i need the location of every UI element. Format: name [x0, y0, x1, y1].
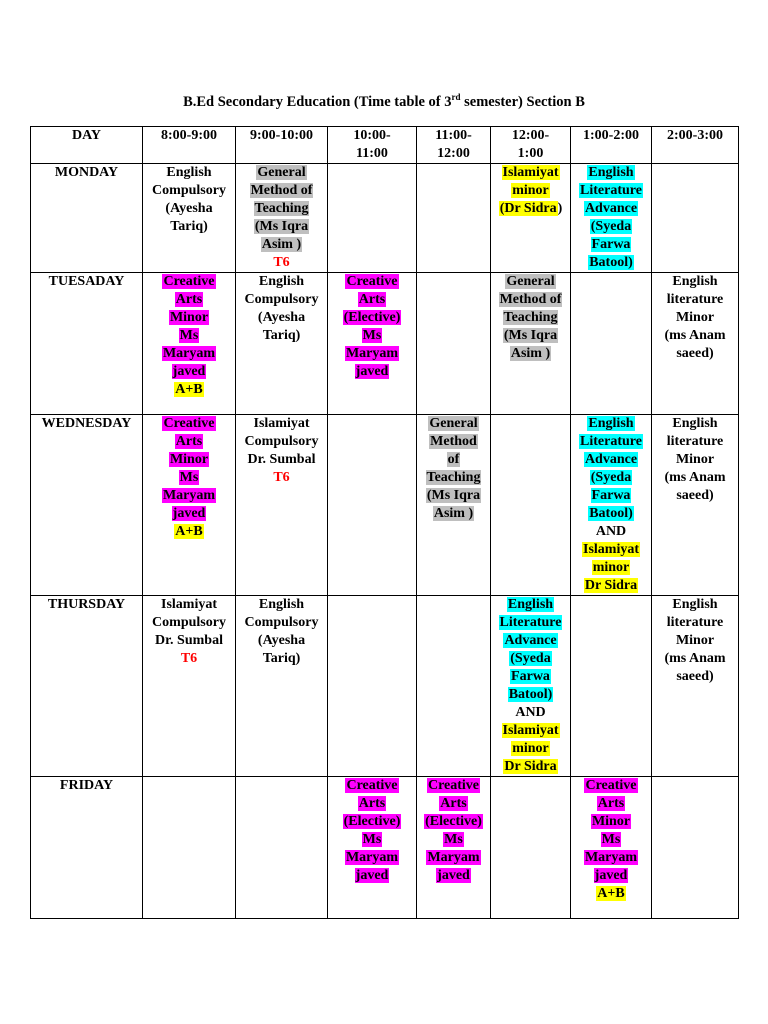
cell-line: Islamiyat — [253, 416, 310, 431]
cell-line: of — [447, 452, 460, 467]
cell-line: Dr. Sumbal — [155, 633, 223, 648]
cell-line: Islamiyat — [161, 597, 217, 612]
cell-thursday-1 — [143, 596, 236, 777]
cell-line: Literature — [580, 183, 642, 198]
group-label: A+B — [175, 382, 203, 397]
cell-friday-4 — [417, 777, 491, 919]
cell-monday-6 — [571, 164, 652, 273]
cell-line: (ms Anam — [664, 651, 726, 666]
day-monday: MONDAY — [31, 164, 143, 273]
header-slot-5: 12:00- 1:00 — [491, 127, 571, 164]
cell-line: javed — [355, 364, 389, 379]
cell-wednesday-6 — [571, 415, 652, 596]
cell-monday-1 — [143, 164, 236, 273]
cell-line: Maryam — [345, 346, 399, 361]
cell-line: Batool) — [589, 255, 633, 270]
cell-line: General — [257, 165, 306, 180]
cell-thursday-6 — [571, 596, 652, 777]
cell-line: Minor — [675, 310, 715, 325]
cell-friday-6 — [571, 777, 652, 919]
cell-line: (Ayesha — [165, 201, 213, 216]
cell-line: General — [506, 274, 555, 289]
cell-line: Minor — [169, 310, 209, 325]
cell-line: Islamiyat — [502, 165, 559, 180]
cell-wednesday-7 — [652, 415, 739, 596]
cell-line: literature — [666, 434, 724, 449]
cell-line: (Ms Iqra — [503, 328, 558, 343]
cell-line: saeed) — [676, 488, 714, 503]
cell-tuesday-5 — [491, 273, 571, 415]
cell-line: Creative — [427, 778, 480, 793]
cell-tuesday-4 — [417, 273, 491, 415]
cell-line: Arts — [597, 796, 625, 811]
cell-tuesday-7 — [652, 273, 739, 415]
title-prefix: B.Ed Secondary Education (Time table of 3 — [183, 93, 452, 110]
cell-line: Dr Sidra — [504, 759, 557, 774]
cell-line: General — [429, 416, 478, 431]
cell-line: javed — [355, 868, 389, 883]
cell-line: Minor — [675, 452, 715, 467]
cell-line: javed — [172, 506, 206, 521]
day-wednesday: WEDNESDAY — [31, 415, 143, 596]
header-day: DAY — [31, 127, 143, 164]
cell-thursday-3 — [328, 596, 417, 777]
cell-line: Arts — [175, 434, 203, 449]
day-thursday: THURSDAY — [31, 596, 143, 777]
and-label: AND — [595, 524, 627, 539]
cell-line: literature — [666, 615, 724, 630]
cell-wednesday-1 — [143, 415, 236, 596]
cell-line: javed — [594, 868, 628, 883]
page-title — [0, 92, 768, 111]
cell-line: Ms — [362, 328, 382, 343]
row-wednesday — [31, 415, 739, 596]
cell-line: (Syeda — [510, 651, 551, 666]
cell-line: (Elective) — [343, 310, 401, 325]
cell-line: Batool) — [508, 687, 553, 702]
row-thursday — [31, 596, 739, 777]
row-monday — [31, 164, 739, 273]
cell-line: minor — [512, 741, 549, 756]
cell-line: Farwa — [591, 488, 631, 503]
header-row — [31, 127, 739, 164]
cell-thursday-5 — [491, 596, 571, 777]
cell-friday-5 — [491, 777, 571, 919]
day-friday: FRIDAY — [31, 777, 143, 919]
cell-line: Islamiyat — [583, 542, 639, 557]
cell-line: (Ms Iqra — [254, 219, 309, 234]
cell-line: Arts — [358, 292, 386, 307]
cell-line: Ms — [601, 832, 621, 847]
cell-line: Method of — [499, 292, 562, 307]
cell-line: English — [672, 274, 718, 289]
room-label: T6 — [180, 651, 198, 666]
cell-wednesday-4 — [417, 415, 491, 596]
cell-line: Minor — [591, 814, 631, 829]
cell-line: English — [672, 597, 718, 612]
cell-line: Teaching — [503, 310, 558, 325]
cell-line: Creative — [163, 416, 215, 431]
cell-monday-4 — [417, 164, 491, 273]
cell-line: Teaching — [254, 201, 309, 216]
cell-line: Asim ) — [261, 237, 302, 252]
cell-line: Farwa — [511, 669, 550, 684]
cell-thursday-2 — [236, 596, 328, 777]
cell-line: Tariq) — [170, 219, 208, 234]
room-label: T6 — [273, 470, 290, 485]
cell-wednesday-2 — [236, 415, 328, 596]
room-label: T6 — [273, 255, 290, 270]
cell-thursday-7 — [652, 596, 739, 777]
timetable — [30, 126, 739, 919]
cell-line: (Ayesha — [257, 633, 306, 648]
cell-line: (Syeda — [590, 219, 632, 234]
cell-line: English — [588, 416, 634, 431]
cell-line: English — [672, 416, 718, 431]
header-slot-6: 1:00-2:00 — [571, 127, 652, 164]
header-slot-7: 2:00-3:00 — [652, 127, 739, 164]
cell-wednesday-5 — [491, 415, 571, 596]
cell-line: Ms — [179, 328, 199, 343]
cell-monday-5 — [491, 164, 571, 273]
group-label: A+B — [175, 524, 203, 539]
cell-line: Tariq) — [262, 328, 301, 343]
cell-line: English — [588, 165, 634, 180]
cell-line: (Syeda — [590, 470, 632, 485]
cell-line: Method — [430, 434, 477, 449]
cell-line: Literature — [580, 434, 642, 449]
cell-line: English — [507, 597, 554, 612]
cell-monday-7 — [652, 164, 739, 273]
cell-line: Advance — [584, 452, 638, 467]
cell-friday-1 — [143, 777, 236, 919]
cell-thursday-4 — [417, 596, 491, 777]
cell-line: Asim ) — [433, 506, 474, 521]
cell-line: Arts — [440, 796, 467, 811]
cell-monday-2 — [236, 164, 328, 273]
cell-line: Dr. Sumbal — [247, 452, 316, 467]
cell-line: Maryam — [162, 346, 216, 361]
cell-line: Maryam — [162, 488, 216, 503]
cell-line: Minor — [169, 452, 209, 467]
cell-line: (Elective) — [343, 814, 401, 829]
cell-line: Compulsory — [152, 183, 226, 198]
cell-line: Creative — [585, 778, 637, 793]
cell-line: (Elective) — [425, 814, 482, 829]
title-superscript: rd — [451, 92, 461, 102]
cell-line: javed — [437, 868, 470, 883]
header-slot-1: 8:00-9:00 — [143, 127, 236, 164]
cell-line: Arts — [358, 796, 386, 811]
cell-line: Creative — [346, 274, 398, 289]
cell-line: javed — [172, 364, 206, 379]
header-slot-2: 9:00-10:00 — [236, 127, 328, 164]
group-label: A+B — [597, 886, 625, 901]
title-suffix: semester) Section B — [460, 93, 585, 110]
cell-line-tail: ) — [557, 201, 563, 216]
cell-tuesday-2 — [236, 273, 328, 415]
and-label: AND — [515, 705, 546, 720]
cell-line: Maryam — [427, 850, 480, 865]
cell-line: (Dr Sidra — [499, 201, 557, 216]
cell-line: (ms Anam — [664, 470, 726, 485]
cell-line: Method of — [250, 183, 313, 198]
cell-friday-7 — [652, 777, 739, 919]
cell-friday-2 — [236, 777, 328, 919]
day-tuesday: TUESADAY — [31, 273, 143, 415]
header-slot-3: 10:00- 11:00 — [328, 127, 417, 164]
cell-line: English — [258, 597, 305, 612]
cell-line: Literature — [499, 615, 562, 630]
cell-line: Tariq) — [262, 651, 301, 666]
cell-line: English — [166, 165, 212, 180]
cell-line: Compulsory — [244, 434, 319, 449]
cell-line: saeed) — [676, 669, 714, 684]
cell-friday-3 — [328, 777, 417, 919]
cell-line: Creative — [163, 274, 215, 289]
cell-line: saeed) — [676, 346, 714, 361]
cell-line: Advance — [504, 633, 557, 648]
row-friday — [31, 777, 739, 919]
cell-line: (ms Anam — [664, 328, 726, 343]
cell-line: Farwa — [591, 237, 631, 252]
cell-line: Creative — [346, 778, 398, 793]
cell-line: literature — [666, 292, 724, 307]
cell-line: minor — [512, 183, 549, 198]
row-tuesday — [31, 273, 739, 415]
cell-tuesday-3 — [328, 273, 417, 415]
cell-line: Islamiyat — [502, 723, 559, 738]
cell-line: Minor — [675, 633, 715, 648]
cell-line: (Ayesha — [257, 310, 306, 325]
cell-line: Compulsory — [244, 615, 319, 630]
cell-line: Advance — [584, 201, 638, 216]
cell-line: Maryam — [345, 850, 399, 865]
cell-tuesday-1 — [143, 273, 236, 415]
cell-line: (Ms Iqra — [426, 488, 481, 503]
header-slot-4: 11:00- 12:00 — [417, 127, 491, 164]
cell-line: Compulsory — [244, 292, 319, 307]
cell-line: minor — [592, 560, 630, 575]
cell-line: Asim ) — [510, 346, 551, 361]
cell-line: Dr Sidra — [584, 578, 638, 593]
cell-line: Ms — [362, 832, 382, 847]
cell-line: Compulsory — [152, 615, 226, 630]
cell-line: Arts — [175, 292, 203, 307]
cell-line: Batool) — [589, 506, 633, 521]
cell-tuesday-6 — [571, 273, 652, 415]
cell-monday-3 — [328, 164, 417, 273]
cell-line: Teaching — [426, 470, 481, 485]
cell-line: Ms — [179, 470, 199, 485]
cell-wednesday-3 — [328, 415, 417, 596]
cell-line: English — [258, 274, 305, 289]
cell-line: Maryam — [584, 850, 638, 865]
cell-line: Ms — [444, 832, 463, 847]
